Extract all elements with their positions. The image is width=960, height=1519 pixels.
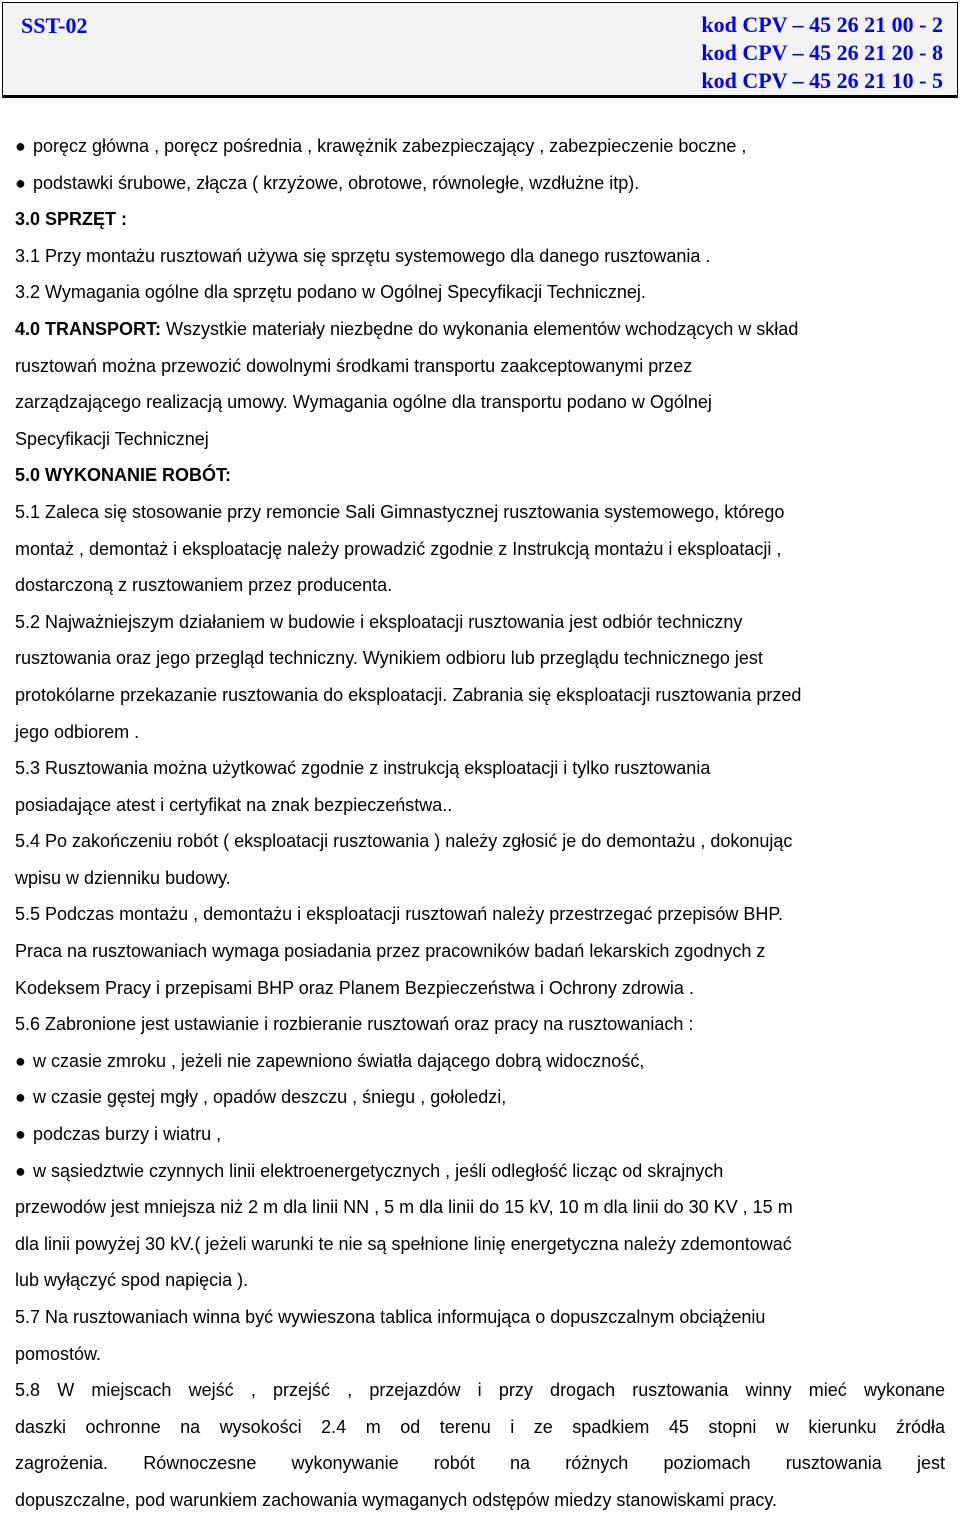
- text-line: [15, 1372, 945, 1409]
- bullet-icon: ●: [15, 172, 26, 193]
- text-line: [15, 1299, 945, 1336]
- line-text: rusztowania oraz jego przegląd techniczny. Wynikiem odbioru lub przeglądu technicznego jest: [15, 648, 763, 669]
- line-text: przewodów jest mniejsza niż 2 m dla linii NN , 5 m dla linii do 15 kV, 10 m dla linii do 30 KV , 15 m: [15, 1197, 793, 1218]
- cpv-code-3: kod CPV – 45 26 21 10 - 5: [701, 68, 943, 93]
- text-line: [15, 1262, 945, 1299]
- section-heading-label: 4.0 TRANSPORT:: [15, 318, 162, 339]
- bullet-item: [15, 128, 945, 165]
- text-line: [15, 1006, 945, 1043]
- line-text: dopuszczalne, pod warunkiem zachowania wymaganych odstępów miedzy stanowiskami pracy.: [15, 1489, 778, 1510]
- section-heading: [15, 457, 945, 494]
- line-text: 3.2 Wymagania ogólne dla sprzętu podano w Ogólnej Specyfikacji Technicznej.: [15, 282, 646, 303]
- line-text: Specyfikacji Technicznej: [15, 428, 209, 449]
- document-header: [2, 2, 958, 98]
- line-text: podstawki śrubowe, złącza ( krzyżowe, obrotowe, równoległe, wzdłużne itp).: [33, 172, 640, 193]
- bullet-item: [15, 1116, 945, 1153]
- bullet-icon: ●: [15, 1087, 26, 1108]
- line-text: 5.2 Najważniejszym działaniem w budowie i eksploatacji rusztowania jest odbiór techniczny: [15, 611, 743, 632]
- text-line: [15, 823, 945, 860]
- cpv-code-2: kod CPV – 45 26 21 20 - 8: [701, 40, 943, 65]
- section-heading: [15, 201, 945, 238]
- bullet-item: [15, 165, 945, 202]
- text-line: [15, 640, 945, 677]
- text-line: [15, 604, 945, 641]
- bullet-item: [15, 1079, 945, 1116]
- cpv-codes: [701, 11, 943, 95]
- text-line: [15, 1445, 945, 1482]
- bullet-item: [15, 1153, 945, 1190]
- text-line: [15, 384, 945, 421]
- text-line: [15, 421, 945, 458]
- line-text: 5.1 Zaleca się stosowanie przy remoncie Sali Gimnastycznej rusztowania systemowego, którego: [15, 501, 785, 522]
- text-line: [15, 896, 945, 933]
- line-text: 5.7 Na rusztowaniach winna być wywieszona tablica informująca o dopuszczalnym obciążeniu: [15, 1307, 766, 1327]
- line-text: Wszystkie materiały niezbędne do wykonania elementów wchodzących w skład: [161, 318, 799, 339]
- line-text: Praca na rusztowaniach wymaga posiadania przez pracowników badań lekarskich zgodnych z: [15, 941, 766, 962]
- text-line: [15, 238, 945, 275]
- text-line: [15, 348, 945, 385]
- text-line: [15, 1482, 945, 1519]
- text-line: [15, 787, 945, 824]
- bullet-item: [15, 1043, 945, 1080]
- line-text: jego odbiorem .: [15, 721, 140, 742]
- line-text: zarządzającego realizacją umowy. Wymagania ogólne dla transportu podano w Ogólnej: [15, 392, 712, 413]
- spec-code: SST-02: [21, 13, 88, 38]
- line-text: w sąsiedztwie czynnych linii elektroenergetycznych , jeśli odległość licząc od skrajnych: [33, 1160, 724, 1181]
- line-text: 5.3 Rusztowania można użytkować zgodnie z instrukcją eksploatacji i tylko rusztowania: [15, 758, 711, 779]
- text-line: [15, 274, 945, 311]
- line-text: 5.6 Zabronione jest ustawianie i rozbieranie rusztowań oraz pracy na rusztowaniach :: [15, 1014, 694, 1035]
- bullet-icon: ●: [15, 136, 26, 156]
- line-text: Kodeksem Pracy i przepisami BHP oraz Planem Bezpieczeństwa i Ochrony zdrowia .: [15, 977, 694, 998]
- line-text: 5.5 Podczas montażu , demontażu i eksploatacji rusztowań należy przestrzegać przepisów BHP.: [15, 904, 784, 925]
- text-line: [15, 1189, 945, 1226]
- line-text: lub wyłączyć spod napięcia ).: [15, 1270, 249, 1291]
- document-body: [15, 128, 945, 1519]
- text-line: [15, 677, 945, 714]
- line-text: 3.1 Przy montażu rusztowań używa się sprzętu systemowego dla danego rusztowania .: [15, 245, 711, 266]
- text-line: [15, 1409, 945, 1446]
- line-text: 5.4 Po zakończeniu robót ( eksploatacji rusztowania ) należy zgłosić je do demontażu , dokonując: [15, 831, 793, 852]
- text-line: [15, 933, 945, 970]
- text-line: [15, 750, 945, 787]
- bullet-icon: ●: [15, 1124, 26, 1145]
- text-line: [15, 714, 945, 751]
- text-line: [15, 1226, 945, 1263]
- text-line: [15, 494, 945, 531]
- bullet-icon: ●: [15, 1160, 26, 1181]
- line-text: podczas burzy i wiatru ,: [33, 1124, 222, 1145]
- line-text: dostarczoną z rusztowaniem przez producenta.: [15, 575, 393, 596]
- line-text: montaż , demontaż i eksploatację należy prowadzić zgodnie z Instrukcją montażu i eksploatacji ,: [15, 538, 782, 559]
- line-text: protokólarne przekazanie rusztowania do eksploatacji. Zabrania się eksploatacji rusztowania przed: [15, 684, 802, 705]
- section-heading-label: 3.0 SPRZĘT :: [15, 209, 128, 230]
- line-text: w czasie zmroku , jeżeli nie zapewniono światła dającego dobrą widoczność,: [33, 1050, 645, 1071]
- text-line: [15, 567, 945, 604]
- line-text: rusztowań można przewozić dowolnymi środkami transportu zaakceptowanymi przez: [15, 355, 693, 376]
- line-text: w czasie gęstej mgły , opadów deszczu , śniegu , gołoledzi,: [33, 1087, 507, 1108]
- line-text: zagrożenia. Równoczesne wykonywanie robót na różnych poziomach rusztowania jest: [15, 1453, 945, 1474]
- cpv-code-1: kod CPV – 45 26 21 00 - 2: [701, 12, 943, 37]
- section-heading-label: 5.0 WYKONANIE ROBÓT:: [15, 465, 232, 486]
- text-line: [15, 1336, 945, 1373]
- line-text: poręcz główna , poręcz pośrednia , krawężnik zabezpieczający , zabezpieczenie boczne ,: [33, 136, 747, 156]
- line-text: 5.8 W miejscach wejść , przejść , przejazdów i przy drogach rusztowania winny mieć wykonane: [15, 1380, 945, 1401]
- bullet-icon: ●: [15, 1050, 26, 1071]
- text-line: [15, 311, 945, 348]
- text-line: [15, 860, 945, 897]
- line-text: pomostów.: [15, 1343, 102, 1364]
- line-text: daszki ochronne na wysokości 2.4 m od terenu i ze spadkiem 45 stopni w kierunku źródła: [15, 1416, 945, 1437]
- line-text: posiadające atest i certyfikat na znak bezpieczeństwa..: [15, 794, 453, 815]
- text-line: [15, 970, 945, 1007]
- line-text: dla linii powyżej 30 kV.( jeżeli warunki te nie są spełnione linię energetyczna należy zdemontować: [15, 1233, 792, 1254]
- line-text: wpisu w dzienniku budowy.: [15, 867, 231, 888]
- text-line: [15, 531, 945, 568]
